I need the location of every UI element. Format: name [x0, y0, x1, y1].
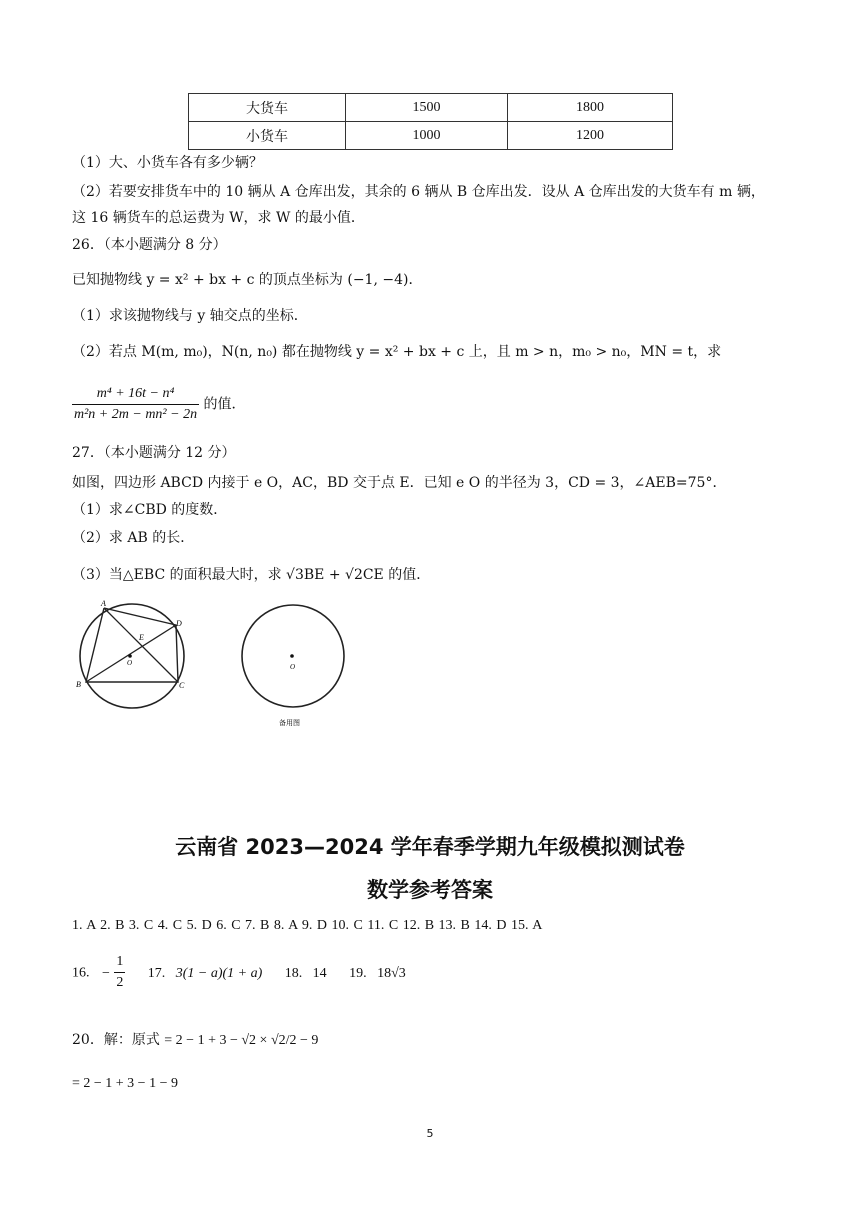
spare-figure-caption: 备用图	[279, 719, 300, 727]
answer-16-label: 16.	[72, 965, 90, 981]
q26-header: 26．（本小题满分 8 分）	[72, 237, 227, 253]
answer-17: 3(1 − a)(1 + a)	[175, 965, 263, 981]
point-label-d: D	[176, 619, 182, 628]
point-label-c: C	[179, 681, 185, 690]
fraction-numerator: m⁴ + 16t − n⁴	[72, 384, 199, 405]
table-cell: 1200	[508, 122, 673, 150]
q26-fraction	[72, 384, 199, 425]
table-row	[189, 122, 673, 150]
table-cell: 大货车	[189, 94, 346, 122]
answer-sheet-subtitle: 数学参考答案	[367, 878, 493, 902]
answer-20-line2: = 2 − 1 + 3 − 1 − 9	[72, 1076, 178, 1091]
q27-intro: 如图，四边形 ABCD 内接于 e O，AC，BD 交于点 E．已知 e O 的半径为 3，CD = 3，∠AEB=75°．	[72, 475, 727, 491]
table-cell: 1800	[508, 94, 673, 122]
answer-19: 18√3	[377, 965, 406, 981]
inscribed-quadrilateral-figure	[70, 598, 200, 718]
freight-cost-table	[188, 93, 673, 150]
answer-20-expression: = 2 − 1 + 3 − √2 × √2/2 − 9	[164, 1033, 319, 1048]
answer-19-label: 19.	[349, 965, 367, 981]
q27-part1: （1）求∠CBD 的度数．	[72, 502, 228, 518]
answer-17-label: 17.	[147, 965, 166, 981]
q26-intro: 已知抛物线 y = x² + bx + c 的顶点坐标为 (−1, −4)．	[72, 272, 423, 288]
table-cell: 1500	[346, 94, 508, 122]
answer-20-line1	[72, 1030, 318, 1051]
q25-part2-line2: 这 16 辆货车的总运费为 W，求 W 的最小值．	[72, 210, 365, 226]
fraction-denominator: m²n + 2m − mn² − 2n	[74, 407, 198, 422]
answer-sheet-title: 云南省 2023—2024 学年春季学期九年级模拟测试卷	[175, 835, 685, 859]
spare-circle-figure	[238, 600, 350, 730]
center-label-o: O	[290, 663, 296, 671]
table-row	[189, 94, 673, 122]
q26-part2: （2）若点 M(m, m₀)，N(n, n₀) 都在抛物线 y = x² + bx + c 上，且 m > n，m₀ > n₀，MN = t，求	[72, 344, 722, 360]
q27-header: 27．（本小题满分 12 分）	[72, 445, 236, 461]
fill-blank-answers: 16. − $\frac{1}{2}$ 17. 3(1 − a)(1 + a) 18. 14 19. 18√3	[72, 952, 406, 993]
q25-part1: （1）大、小货车各有多少辆？	[72, 155, 263, 171]
answer-18: 14	[312, 965, 327, 981]
answer-18-label: 18.	[284, 965, 303, 981]
q27-part3: （3）当△EBC 的面积最大时，求 √3BE + √2CE 的值．	[72, 567, 431, 583]
point-label-b: B	[76, 680, 81, 689]
point-label-o: O	[127, 659, 133, 667]
q26-fraction-suffix: 的值．	[203, 396, 246, 413]
q27-part2: （2）求 AB 的长．	[72, 530, 195, 546]
fraction-numerator: 1	[114, 952, 125, 973]
table-cell: 1000	[346, 122, 508, 150]
answer-16-fraction	[114, 952, 125, 993]
answer-20-label: 20．解：原式	[72, 1032, 160, 1048]
point-label-e: E	[139, 633, 144, 642]
fraction-denominator: 2	[116, 975, 124, 990]
q26-part1: （1）求该抛物线与 y 轴交点的坐标．	[72, 308, 308, 324]
multiple-choice-answers: 1. A 2. B 3. C 4. C 5. D 6. C 7. B 8. A 9. D 10. C 11. C 12. B 13. B 14. D 15. A	[72, 918, 543, 933]
table-cell: 小货车	[189, 122, 346, 150]
point-label-a: A	[101, 599, 106, 608]
q26-fraction-line	[72, 384, 246, 425]
q25-part2-line1: （2）若要安排货车中的 10 辆从 A 仓库出发，其余的 6 辆从 B 仓库出发．设从 A 仓库出发的大货车有 m 辆，	[72, 184, 765, 200]
page-number: 5	[426, 1127, 434, 1140]
